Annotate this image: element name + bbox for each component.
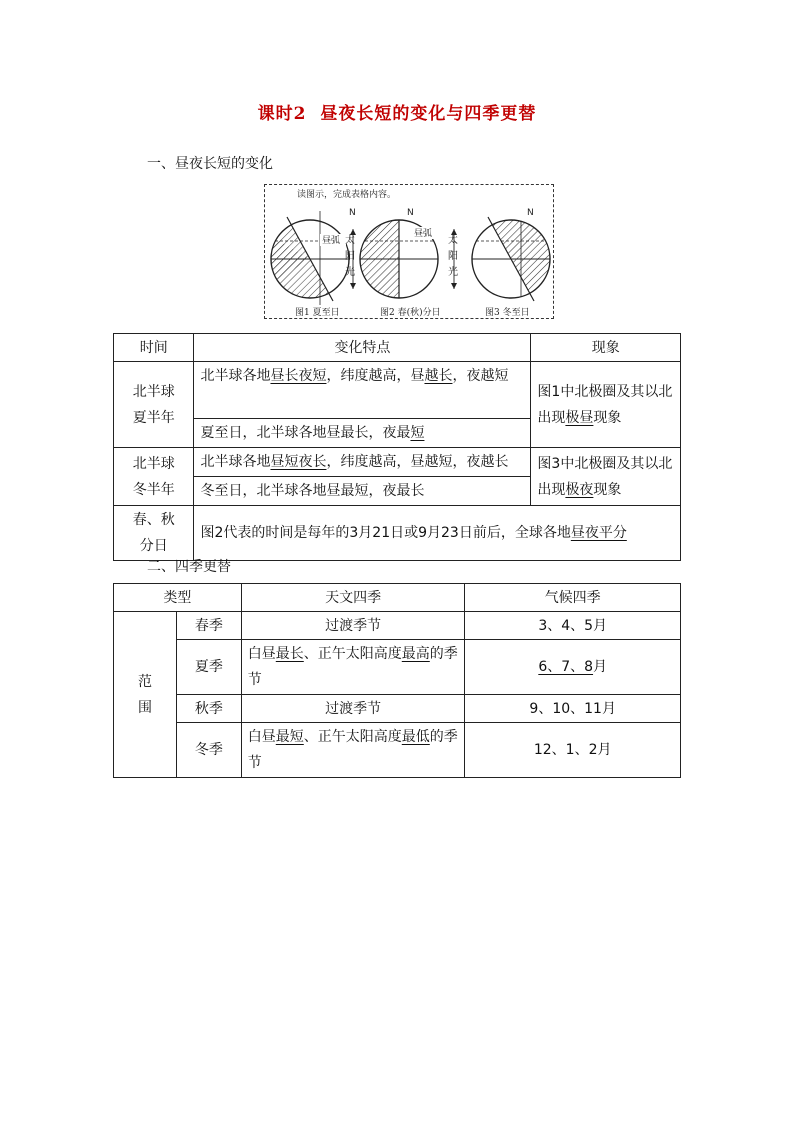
astro-summer: 白昼最长、正午太阳高度最高的季节 bbox=[241, 640, 465, 695]
answer-blank: 极昼 bbox=[565, 409, 594, 426]
earth-equinox bbox=[360, 208, 438, 300]
table-row-equinox bbox=[114, 506, 681, 561]
climate-spring: 3、4、5月 bbox=[465, 612, 681, 640]
phenomenon-summer: 图1中北极圈及其以北出现极昼现象 bbox=[531, 362, 681, 448]
day-night-table bbox=[113, 333, 681, 561]
earth-winter-solstice bbox=[472, 208, 555, 301]
sun-rays-left bbox=[345, 229, 356, 289]
season-spring: 春季 bbox=[176, 612, 241, 640]
climate-autumn: 9、10、11月 bbox=[465, 695, 681, 723]
season-winter: 冬季 bbox=[176, 723, 241, 778]
answer-blank: 短 bbox=[410, 425, 425, 441]
phenomenon-winter: 图3中北极圈及其以北出现极夜现象 bbox=[531, 448, 681, 506]
answer-blank: 昼长夜短 bbox=[270, 368, 327, 384]
features-summer: 北半球各地昼长夜短，纬度越高，昼越长，夜越短 夏至日，北半球各地昼最长，夜最短 bbox=[194, 362, 531, 448]
season-summer: 夏季 bbox=[176, 640, 241, 695]
section-heading-seasons: 二、四季更替 bbox=[147, 559, 231, 575]
caption-winter-solstice: 图3 冬至日 bbox=[485, 308, 530, 318]
answer-blank: 昼短夜长 bbox=[270, 454, 327, 470]
table-row-winter-half-year bbox=[114, 448, 681, 506]
svg-text:昼弧: 昼弧 bbox=[414, 229, 433, 239]
table-row-summer bbox=[114, 640, 681, 695]
lesson-title bbox=[0, 99, 794, 124]
lesson-number: 课时2 bbox=[257, 104, 307, 124]
label-equinox: 春、秋 分日 bbox=[114, 506, 194, 561]
earth-illumination-diagram bbox=[265, 185, 555, 320]
astro-winter: 白昼最短、正午太阳高度最低的季节 bbox=[241, 723, 465, 778]
header-features: 变化特点 bbox=[194, 334, 531, 362]
sun-rays-right bbox=[448, 229, 458, 289]
table-row-winter bbox=[114, 723, 681, 778]
answer-blank: 极夜 bbox=[565, 481, 594, 498]
section-heading-day-night: 一、昼夜长短的变化 bbox=[147, 156, 273, 172]
features-winter: 北半球各地昼短夜长，纬度越高，昼越短，夜越长 冬至日，北半球各地昼最短，夜最长 bbox=[194, 448, 531, 506]
astro-spring: 过渡季节 bbox=[241, 612, 465, 640]
label-winter-half-year: 北半球 冬半年 bbox=[114, 448, 194, 506]
svg-text:N: N bbox=[407, 208, 414, 218]
header-astronomical: 天文四季 bbox=[241, 584, 465, 612]
answer-blank: 最低 bbox=[401, 729, 430, 745]
caption-summer-solstice: 图1 夏至日 bbox=[295, 308, 340, 318]
svg-text:光: 光 bbox=[345, 267, 355, 278]
svg-text:阳: 阳 bbox=[345, 251, 355, 262]
table-row-spring bbox=[114, 612, 681, 640]
svg-text:N: N bbox=[527, 208, 534, 218]
header-type: 类型 bbox=[114, 584, 242, 612]
table-row-autumn bbox=[114, 695, 681, 723]
equinox-description: 图2代表的时间是每年的3月21日或9月23日前后，全球各地昼夜平分 bbox=[194, 506, 681, 561]
answer-blank: 最高 bbox=[401, 646, 430, 662]
season-autumn: 秋季 bbox=[176, 695, 241, 723]
lesson-topic: 昼夜长短的变化与四季更替 bbox=[320, 104, 537, 124]
svg-text:太: 太 bbox=[345, 235, 355, 246]
answer-blank: 最短 bbox=[275, 729, 304, 745]
day-arc-label: 昼弧 bbox=[322, 236, 341, 246]
range-label: 范 围 bbox=[114, 612, 177, 778]
climate-summer: 6、7、8月 bbox=[465, 640, 681, 695]
svg-text:光: 光 bbox=[448, 267, 458, 278]
header-climatic: 气候四季 bbox=[465, 584, 681, 612]
header-phenomenon: 现象 bbox=[531, 334, 681, 362]
earth-summer-solstice bbox=[265, 208, 356, 305]
header-time: 时间 bbox=[114, 334, 194, 362]
answer-blank: 昼夜平分 bbox=[570, 525, 627, 541]
svg-text:阳: 阳 bbox=[448, 251, 458, 262]
caption-equinox: 图2 春(秋)分日 bbox=[380, 308, 441, 318]
astro-autumn: 过渡季节 bbox=[241, 695, 465, 723]
illustration-figure bbox=[264, 184, 554, 319]
label-summer-half-year: 北半球 夏半年 bbox=[114, 362, 194, 448]
north-label: N bbox=[349, 208, 356, 218]
figure-instruction: 读图示，完成表格内容。 bbox=[297, 190, 397, 200]
table-row-summer-half-year bbox=[114, 362, 681, 448]
climate-winter: 12、1、2月 bbox=[465, 723, 681, 778]
answer-blank: 越长 bbox=[424, 368, 453, 384]
seasons-table bbox=[113, 583, 681, 778]
answer-blank: 最长 bbox=[275, 646, 304, 662]
svg-text:太: 太 bbox=[448, 235, 458, 246]
answer-blank: 6、7、8 bbox=[538, 659, 594, 675]
